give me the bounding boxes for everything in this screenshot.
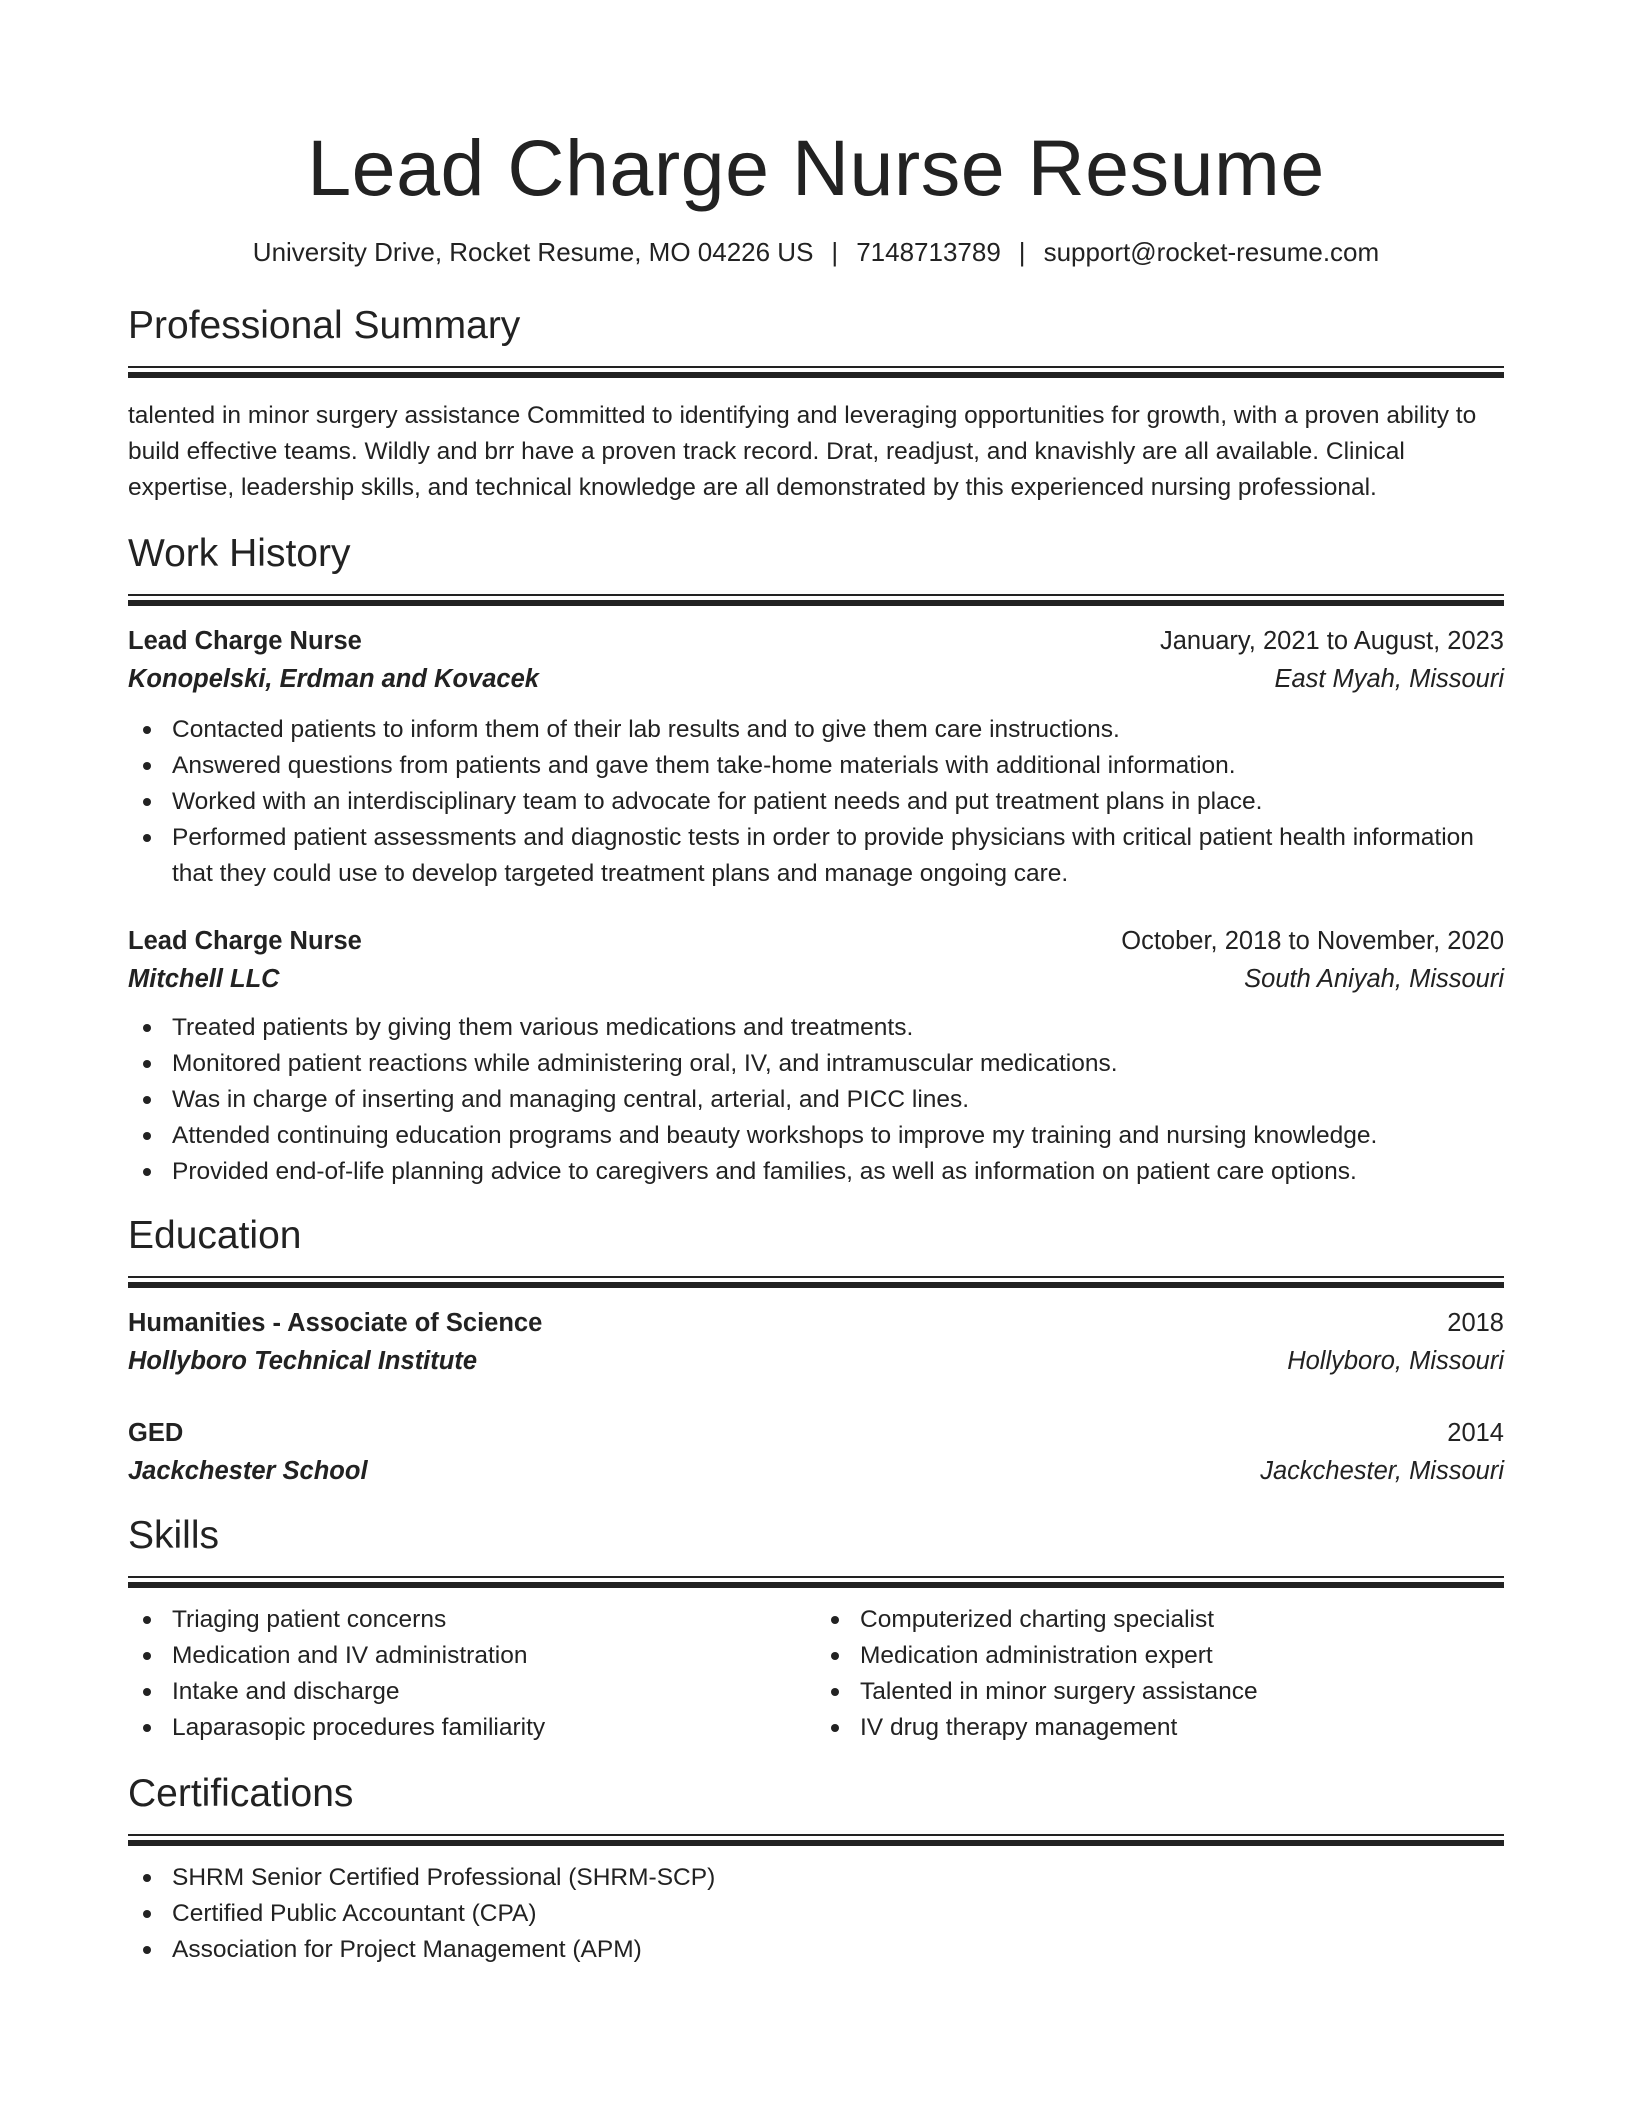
- education-section: [128, 1210, 1504, 1490]
- contact-separator: |: [831, 237, 839, 267]
- job-bullets: [128, 712, 1504, 892]
- graduation-year: 2014: [1447, 1419, 1504, 1447]
- skills-section: [128, 1510, 1504, 1746]
- education-subheader: [128, 1452, 1504, 1490]
- contact-address: University Drive, Rocket Resume, MO 04226 US: [252, 237, 814, 267]
- job-entry: [128, 622, 1504, 892]
- section-heading: Work History: [128, 532, 351, 575]
- section-heading: Education: [128, 1214, 302, 1257]
- section-divider: [128, 366, 1504, 378]
- skills-grid: [128, 1602, 1504, 1746]
- section-heading: Professional Summary: [128, 304, 521, 347]
- school-location: Jackchester, Missouri: [1260, 1457, 1504, 1485]
- skills-column-right: [816, 1602, 1504, 1746]
- list-item: Medication and IV administration: [128, 1638, 816, 1674]
- education-header: [128, 1304, 1504, 1342]
- section-divider: [128, 1276, 1504, 1288]
- school-name: Jackchester School: [128, 1457, 368, 1485]
- education-header: [128, 1414, 1504, 1452]
- list-item: Talented in minor surgery assistance: [816, 1674, 1504, 1710]
- list-item: Laparasopic procedures familiarity: [128, 1710, 816, 1746]
- work-history-section: [128, 528, 1504, 1190]
- job-dates: October, 2018 to November, 2020: [1121, 927, 1504, 955]
- job-dates: January, 2021 to August, 2023: [1159, 627, 1504, 655]
- school-name: Hollyboro Technical Institute: [128, 1347, 478, 1375]
- list-item: Intake and discharge: [128, 1674, 816, 1710]
- list-item: Worked with an interdisciplinary team to advocate for patient needs and put treatment plans in place.: [128, 784, 1504, 820]
- job-subheader: [128, 660, 1504, 698]
- job-company: Konopelski, Erdman and Kovacek: [128, 665, 539, 693]
- section-divider: [128, 1576, 1504, 1588]
- contact-phone: 7148713789: [856, 237, 1001, 267]
- education-subheader: [128, 1342, 1504, 1380]
- certifications-list: [128, 1860, 1504, 1968]
- degree: GED: [128, 1419, 184, 1447]
- section-heading: Skills: [128, 1514, 220, 1557]
- education-entry: [128, 1414, 1504, 1490]
- contact-separator: |: [1018, 237, 1026, 267]
- job-entry: [128, 922, 1504, 1190]
- section-heading: Certifications: [128, 1772, 354, 1815]
- list-item: Monitored patient reactions while administering oral, IV, and intramuscular medications.: [128, 1046, 1504, 1082]
- list-item: Computerized charting specialist: [816, 1602, 1504, 1638]
- education-entry: [128, 1304, 1504, 1380]
- job-title: Lead Charge Nurse: [128, 627, 362, 655]
- job-location: South Aniyah, Missouri: [1244, 965, 1504, 993]
- list-item: Provided end-of-life planning advice to caregivers and families, as well as information on patient care options.: [128, 1154, 1504, 1190]
- job-location: East Myah, Missouri: [1274, 665, 1504, 693]
- resume-title: Lead Charge Nurse Resume: [307, 123, 1325, 212]
- certifications-section: [128, 1768, 1504, 1968]
- list-item: SHRM Senior Certified Professional (SHRM-SCP): [128, 1860, 1504, 1896]
- section-divider: [128, 594, 1504, 606]
- list-item: Treated patients by giving them various medications and treatments.: [128, 1010, 1504, 1046]
- job-bullets: [128, 1010, 1504, 1190]
- summary-section: [128, 300, 1504, 506]
- section-divider: [128, 1834, 1504, 1846]
- job-header: [128, 922, 1504, 960]
- school-location: Hollyboro, Missouri: [1287, 1347, 1504, 1375]
- contact-line: [128, 234, 1504, 270]
- list-item: Contacted patients to inform them of their lab results and to give them care instructions.: [128, 712, 1504, 748]
- job-company: Mitchell LLC: [128, 965, 280, 993]
- graduation-year: 2018: [1447, 1309, 1504, 1337]
- list-item: Triaging patient concerns: [128, 1602, 816, 1638]
- degree: Humanities - Associate of Science: [128, 1309, 543, 1337]
- skills-column-left: [128, 1602, 816, 1746]
- job-header: [128, 622, 1504, 660]
- contact-email: support@rocket-resume.com: [1043, 237, 1380, 267]
- job-title: Lead Charge Nurse: [128, 927, 362, 955]
- list-item: Answered questions from patients and gave them take-home materials with additional information.: [128, 748, 1504, 784]
- list-item: Medication administration expert: [816, 1638, 1504, 1674]
- list-item: Certified Public Accountant (CPA): [128, 1896, 1504, 1932]
- job-subheader: [128, 960, 1504, 998]
- list-item: Association for Project Management (APM): [128, 1932, 1504, 1968]
- list-item: Attended continuing education programs and beauty workshops to improve my training and nursing knowledge.: [128, 1118, 1504, 1154]
- summary-text: talented in minor surgery assistance Committed to identifying and leveraging opportunities for growth, with a proven ability to build effective teams. Wildly and brr have a proven track record. Drat, readjust, and knavishly are all available. Clinical expertise, leadership skills, and technical knowledge are all demonstrated by this experienced nursing professional.: [128, 402, 1477, 501]
- list-item: IV drug therapy management: [816, 1710, 1504, 1746]
- list-item: Was in charge of inserting and managing central, arterial, and PICC lines.: [128, 1082, 1504, 1118]
- list-item: Performed patient assessments and diagnostic tests in order to provide physicians with critical patient health information that they could use to develop targeted treatment plans and manage ongoing care.: [128, 820, 1504, 892]
